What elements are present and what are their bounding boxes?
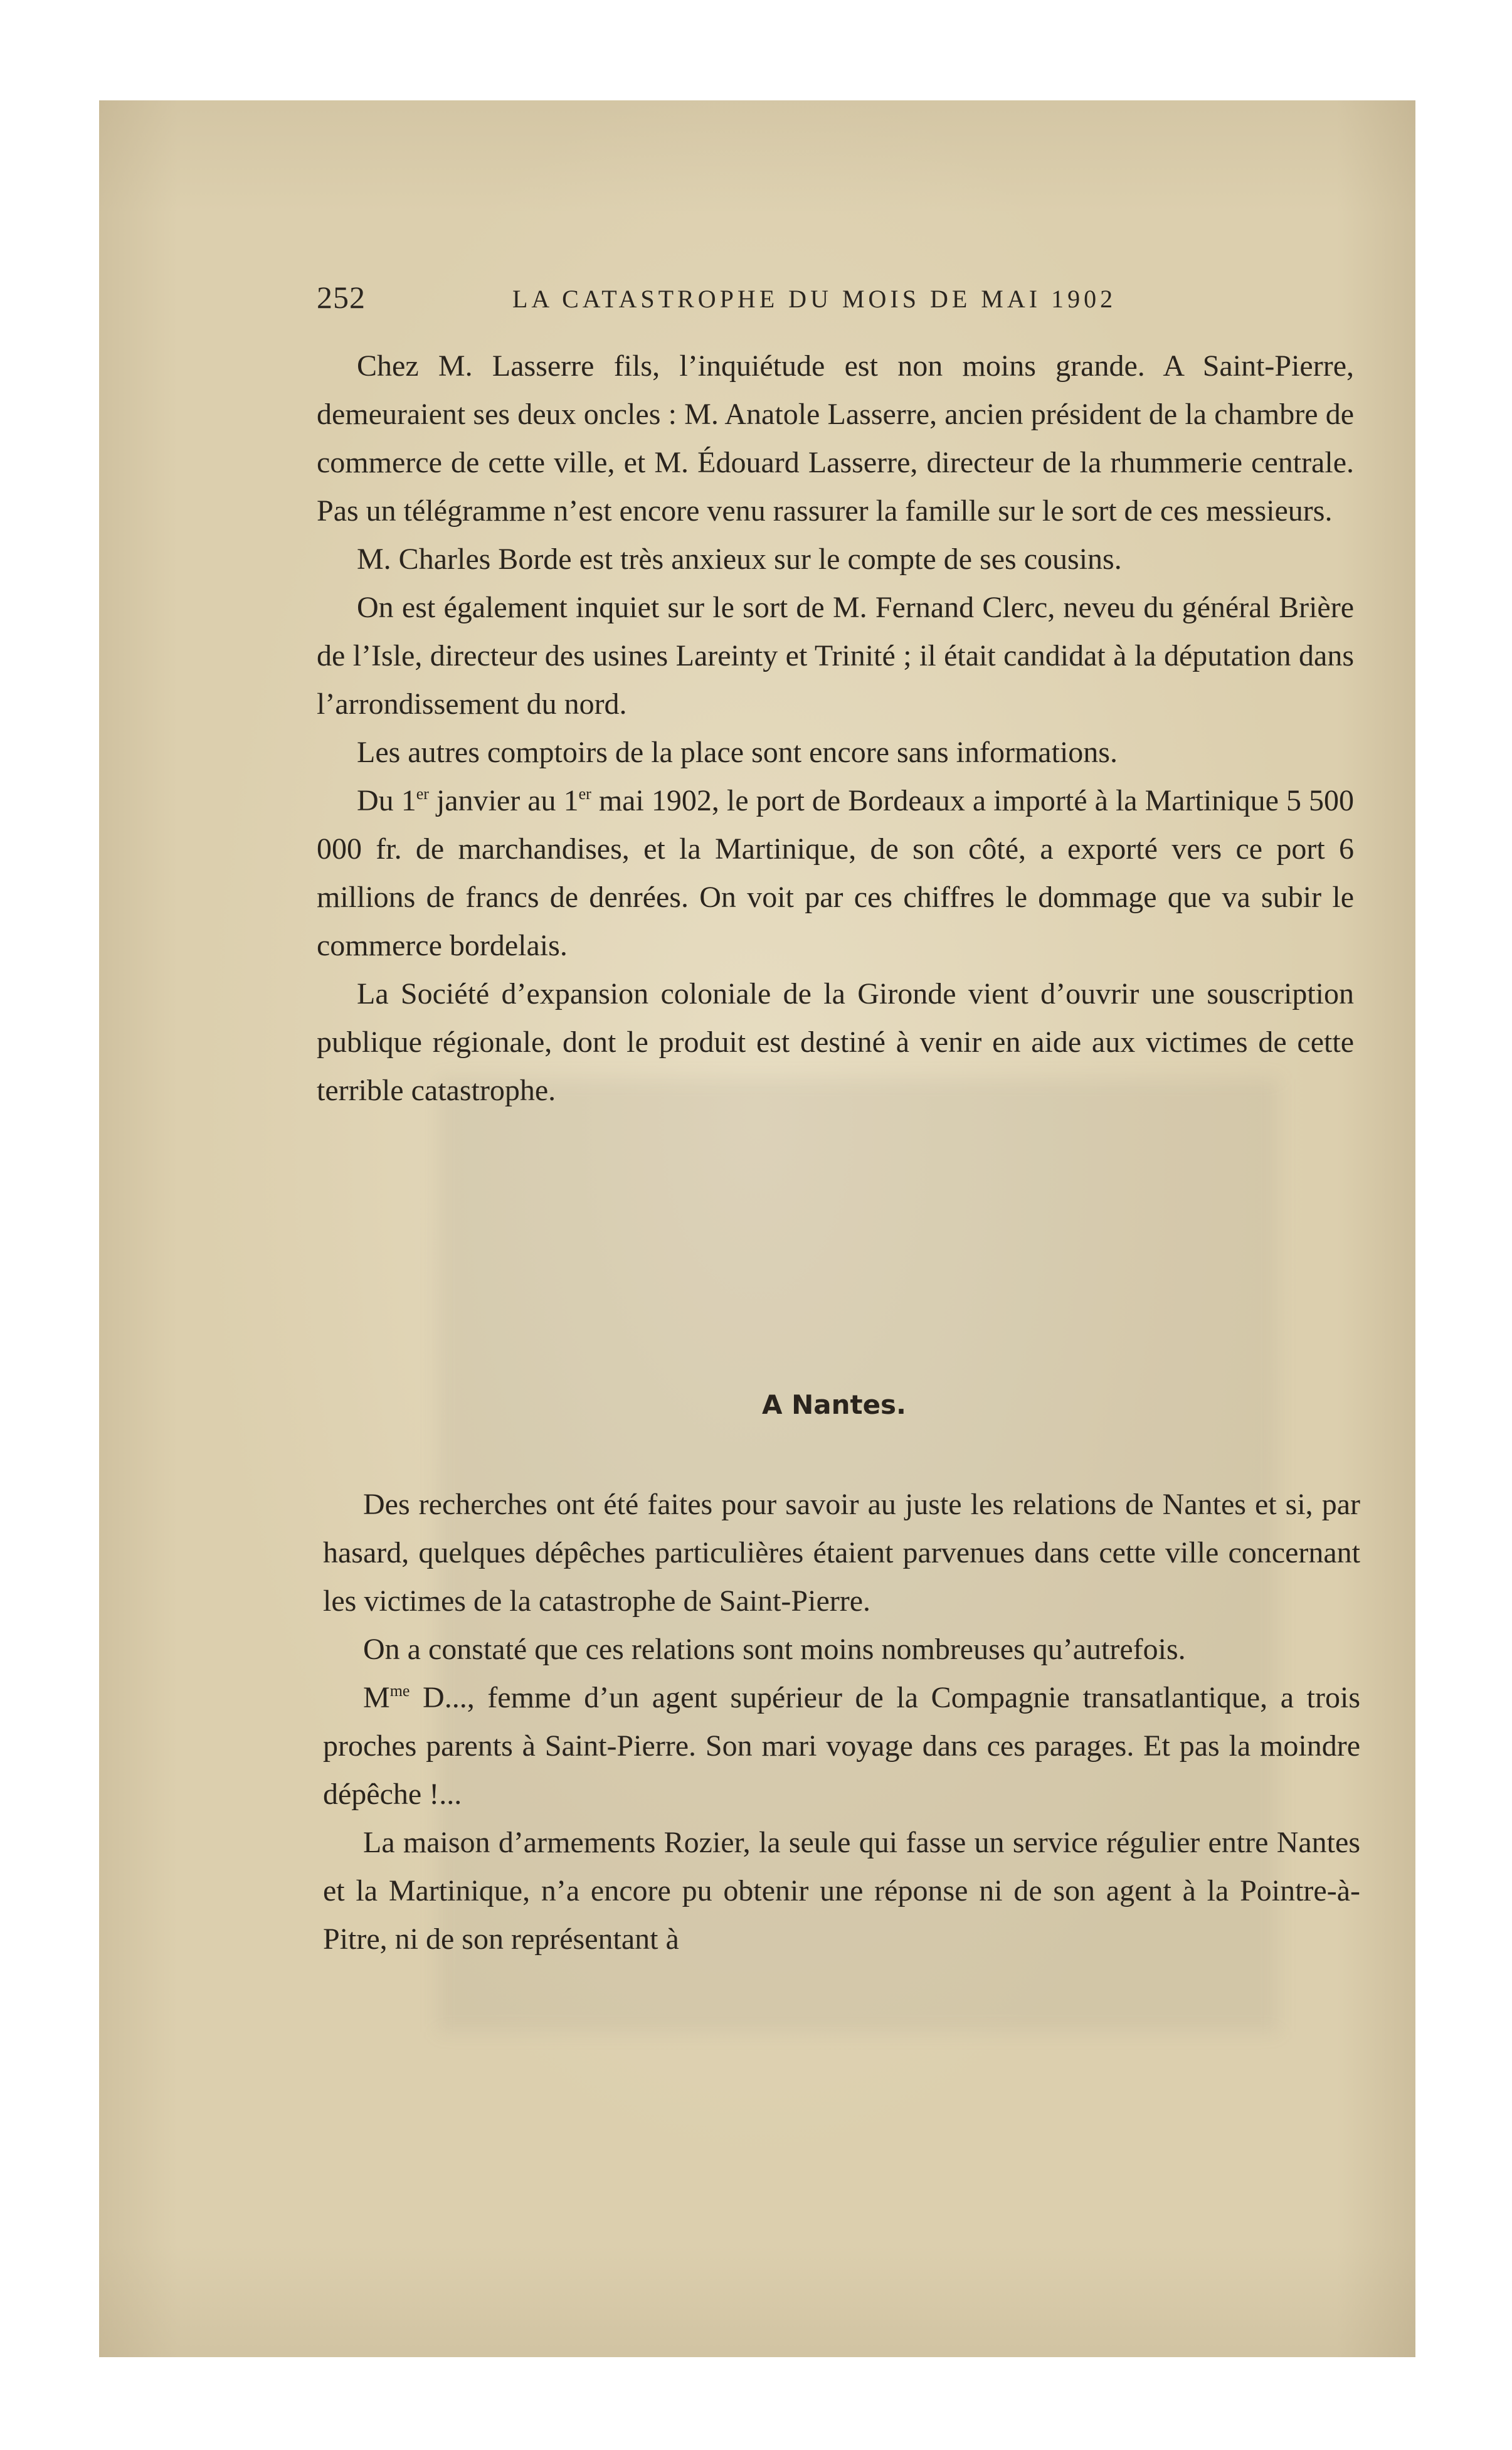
text-block-nantes: [323, 1480, 1360, 1963]
paragraph-rozier: La maison d’armements Rozier, la seule qui fasse un service régulier entre Nantes et la Martinique, n’a encore pu obtenir une réponse ni de son agent à la Pointre-à-Pitre, ni de son représentant à: [323, 1826, 1360, 1956]
text-fragment: mai 1902, le port de Bordeaux a importé à la Martinique 5 500 000 fr. de marchandises, et la Martinique, de son côté, a exporté vers ce port 6 millions de francs de denrées. On voit par ces chiffres le dommage que va subir le commerce bordelais.: [317, 784, 1354, 962]
paragraph-madame-d: [323, 1673, 1360, 1818]
paragraph-relations: On a constaté que ces relations sont moins nombreuses qu’autrefois.: [363, 1633, 1186, 1666]
paragraph-trade-figures: [317, 777, 1354, 970]
page-header: [317, 279, 1257, 317]
running-title: LA CATASTROPHE DU MOIS DE MAI 1902: [512, 285, 1117, 313]
text-fragment: M: [363, 1681, 390, 1714]
paragraph-borde: M. Charles Borde est très anxieux sur le compte de ses cousins.: [357, 543, 1122, 576]
superscript: er: [416, 785, 429, 803]
text-fragment: janvier au 1: [428, 784, 579, 817]
paragraph-clerc: On est également inquiet sur le sort de M. Fernand Clerc, neveu du général Brière de l’Isle, directeur des usines Lareinty et Trinité ; il était candidat à la députation dans l’arrondissement du nord.: [317, 591, 1354, 721]
paragraph-comptoirs: Les autres comptoirs de la place sont encore sans informations.: [357, 736, 1118, 769]
paragraph-recherches: Des recherches ont été faites pour savoir au juste les relations de Nantes et si, par hasard, quelques dépêches particulières étaient parvenues dans cette ville concernant les victimes de la catastrophe de Saint-Pierre.: [323, 1488, 1360, 1618]
text-fragment: Du 1: [357, 784, 416, 817]
superscript: er: [578, 785, 591, 803]
paragraph-souscription: La Société d’expansion coloniale de la Gironde vient d’ouvrir une souscription publique régionale, dont le produit est destiné à venir en aide aux victimes de cette terrible catastrophe.: [317, 977, 1354, 1107]
superscript: me: [389, 1682, 410, 1700]
paragraph-lasserre: Chez M. Lasserre fils, l’inquiétude est non moins grande. A Saint-Pierre, demeuraient ses deux oncles : M. Anatole Lasserre, ancien président de la chambre de commerce de cette ville, et M. Édouard Lasserre, directeur de la rhummerie centrale. Pas un télégramme n’est encore venu rassurer la famille sur le sort de ces messieurs.: [317, 349, 1354, 528]
text-block-bordeaux: [317, 342, 1354, 1115]
text-fragment: D..., femme d’un agent supérieur de la Compagnie transatlantique, a trois proches parents à Saint-Pierre. Son mari voyage dans ces parages. Et pas la moindre dépêche !...: [323, 1681, 1360, 1811]
page-number: 252: [317, 280, 366, 315]
section-heading: A Nantes.: [761, 1389, 907, 1420]
